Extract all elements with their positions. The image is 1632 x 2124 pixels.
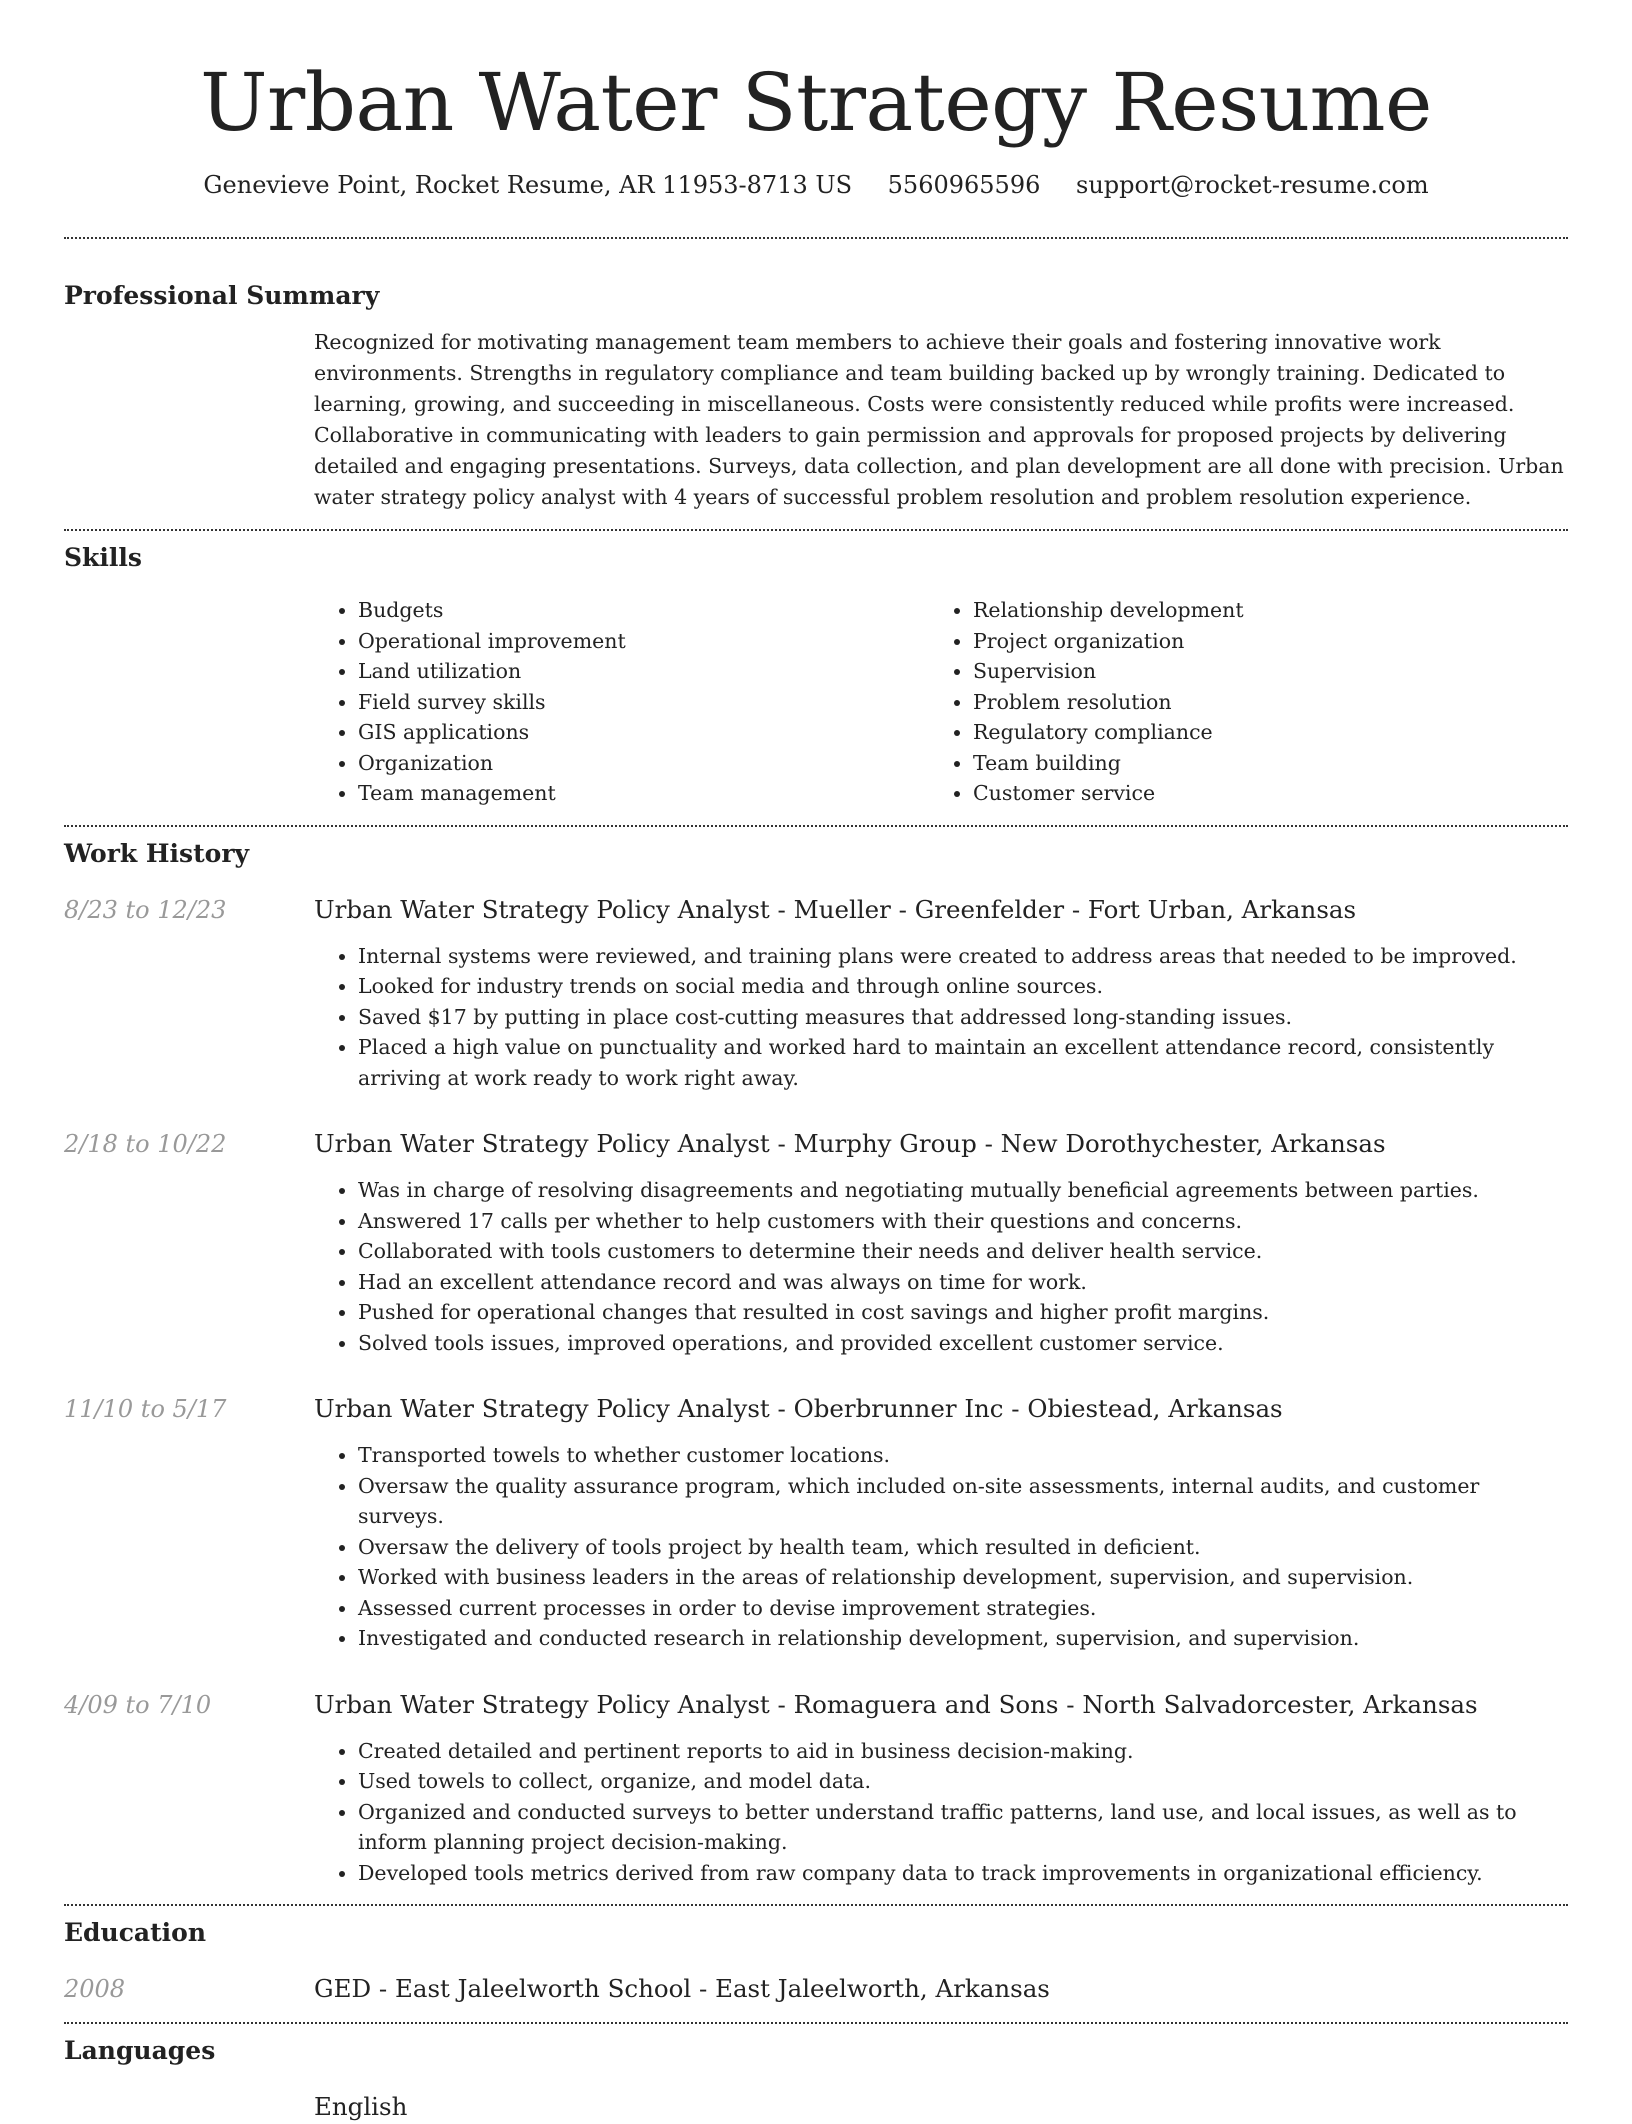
skill-item: • GIS applications: [358, 717, 929, 748]
education-entry: [64, 1972, 1568, 2006]
job-dates: 11/10 to 5/17: [64, 1395, 227, 1423]
skill-item: • Project organization: [973, 626, 1544, 657]
job-bullet: • Oversaw the quality assurance program, which included on-site assessments, internal audits, and customer surveys.: [358, 1471, 1568, 1532]
job-dates: 2/18 to 10/22: [64, 1130, 227, 1158]
job-bullet: • Saved $17 by putting in place cost-cutting measures that addressed long-standing issues.: [358, 1002, 1568, 1033]
job-title: Urban Water Strategy Policy Analyst - Oberbrunner Inc - Obiestead, Arkansas: [314, 1394, 1283, 1423]
divider: [64, 1904, 1568, 1906]
divider: [64, 825, 1568, 827]
skill-item: • Operational improvement: [358, 626, 929, 657]
job-bullet: • Assessed current processes in order to devise improvement strategies.: [358, 1593, 1568, 1624]
section-title-skills: Skills: [64, 543, 142, 572]
skill-item: • Organization: [358, 748, 929, 779]
job-bullet: • Organized and conducted surveys to better understand traffic patterns, land use, and local issues, as well as to inform planning project decision-making.: [358, 1797, 1568, 1858]
job-bullet: • Worked with business leaders in the areas of relationship development, supervision, and supervision.: [358, 1562, 1568, 1593]
skill-item: • Team management: [358, 778, 929, 809]
job-bullets: [314, 941, 1568, 1094]
job-title: Urban Water Strategy Policy Analyst - Romaguera and Sons - North Salvadorcester, Arkansas: [314, 1689, 1478, 1719]
education-date: 2008: [64, 1975, 126, 2003]
language-item: English: [314, 2092, 408, 2121]
job-bullet: • Transported towels to whether customer locations.: [358, 1440, 1568, 1471]
skill-item: • Supervision: [973, 656, 1544, 687]
job-bullet: • Looked for industry trends on social media and through online sources.: [358, 971, 1568, 1002]
contact-line: [64, 168, 1568, 202]
job-entry: [64, 1688, 1568, 1889]
skill-item: • Team building: [973, 748, 1544, 779]
section-title-education: Education: [64, 1918, 207, 1947]
job-bullet: • Used towels to collect, organize, and model data.: [358, 1766, 1568, 1797]
resume-title: Urban Water Strategy Resume: [200, 56, 1432, 149]
job-bullet: • Investigated and conducted research in relationship development, supervision, and supervision.: [358, 1623, 1568, 1654]
job-bullet: • Pushed for operational changes that resulted in cost savings and higher profit margins.: [358, 1297, 1568, 1328]
job-dates: 4/09 to 7/10: [64, 1690, 212, 1719]
section-title-summary: Professional Summary: [64, 281, 380, 310]
skill-item: • Customer service: [973, 778, 1544, 809]
job-bullet: • Collaborated with tools customers to determine their needs and deliver health service.: [358, 1236, 1568, 1267]
address: Genevieve Point, Rocket Resume, AR 11953-8713 US: [203, 171, 853, 199]
divider: [64, 237, 1568, 239]
section-title-work: Work History: [64, 838, 250, 868]
job-bullet: • Internal systems were reviewed, and training plans were created to address areas that needed to be improved.: [358, 941, 1568, 972]
skills-column-right: [929, 595, 1544, 809]
skill-item: • Budgets: [358, 595, 929, 626]
job-bullet: • Solved tools issues, improved operations, and provided excellent customer service.: [358, 1328, 1568, 1359]
job-bullet: • Was in charge of resolving disagreements and negotiating mutually beneficial agreements between parties.: [358, 1175, 1568, 1206]
skills-list: [314, 595, 1568, 809]
skill-item: • Problem resolution: [973, 687, 1544, 718]
job-bullet: • Had an excellent attendance record and was always on time for work.: [358, 1267, 1568, 1298]
summary-text: Recognized for motivating management team members to achieve their goals and fostering innovative work environments. Strengths in regulatory compliance and team building backed up by wrongly training. Dedicated to learning, growing, and succeeding in miscellaneous. Costs were consistently reduced while profits were increased. Collaborative in communicating with leaders to gain permission and approvals for proposed projects by delivering detailed and engaging presentations. Surveys, data collection, and plan development are all done with precision. Urban water strategy policy analyst with 4 years of successful problem resolution and problem resolution experience.: [314, 330, 1564, 509]
job-bullets: [314, 1440, 1568, 1654]
skill-item: • Relationship development: [973, 595, 1544, 626]
skill-item: • Field survey skills: [358, 687, 929, 718]
job-entry: [64, 1127, 1568, 1358]
section-title-languages: Languages: [64, 2036, 216, 2065]
phone: 5560965596: [887, 171, 1041, 199]
email: support@rocket-resume.com: [1076, 171, 1429, 199]
skill-item: • Land utilization: [358, 656, 929, 687]
job-entry: [64, 893, 1568, 1094]
job-dates: 8/23 to 12/23: [64, 895, 227, 924]
job-bullets: [314, 1175, 1568, 1358]
divider: [64, 2022, 1568, 2024]
job-bullet: • Created detailed and pertinent reports to aid in business decision-making.: [358, 1736, 1568, 1767]
job-bullet: • Developed tools metrics derived from raw company data to track improvements in organizational efficiency.: [358, 1858, 1568, 1889]
job-bullets: [314, 1736, 1568, 1889]
job-title: Urban Water Strategy Policy Analyst - Murphy Group - New Dorothychester, Arkansas: [314, 1129, 1386, 1158]
divider: [64, 529, 1568, 531]
skill-item: • Regulatory compliance: [973, 717, 1544, 748]
job-bullet: • Answered 17 calls per whether to help customers with their questions and concerns.: [358, 1206, 1568, 1237]
job-bullet: • Oversaw the delivery of tools project by health team, which resulted in deficient.: [358, 1532, 1568, 1563]
job-entry: [64, 1392, 1568, 1654]
education-text: GED - East Jaleelworth School - East Jaleelworth, Arkansas: [314, 1974, 1050, 2003]
job-bullet: • Placed a high value on punctuality and worked hard to maintain an excellent attendance record, consistently arriving at work ready to work right away.: [358, 1032, 1568, 1093]
resume-page: [64, 0, 1568, 2124]
job-title: Urban Water Strategy Policy Analyst - Mueller - Greenfelder - Fort Urban, Arkansas: [314, 894, 1357, 924]
skills-column-left: [314, 595, 929, 809]
